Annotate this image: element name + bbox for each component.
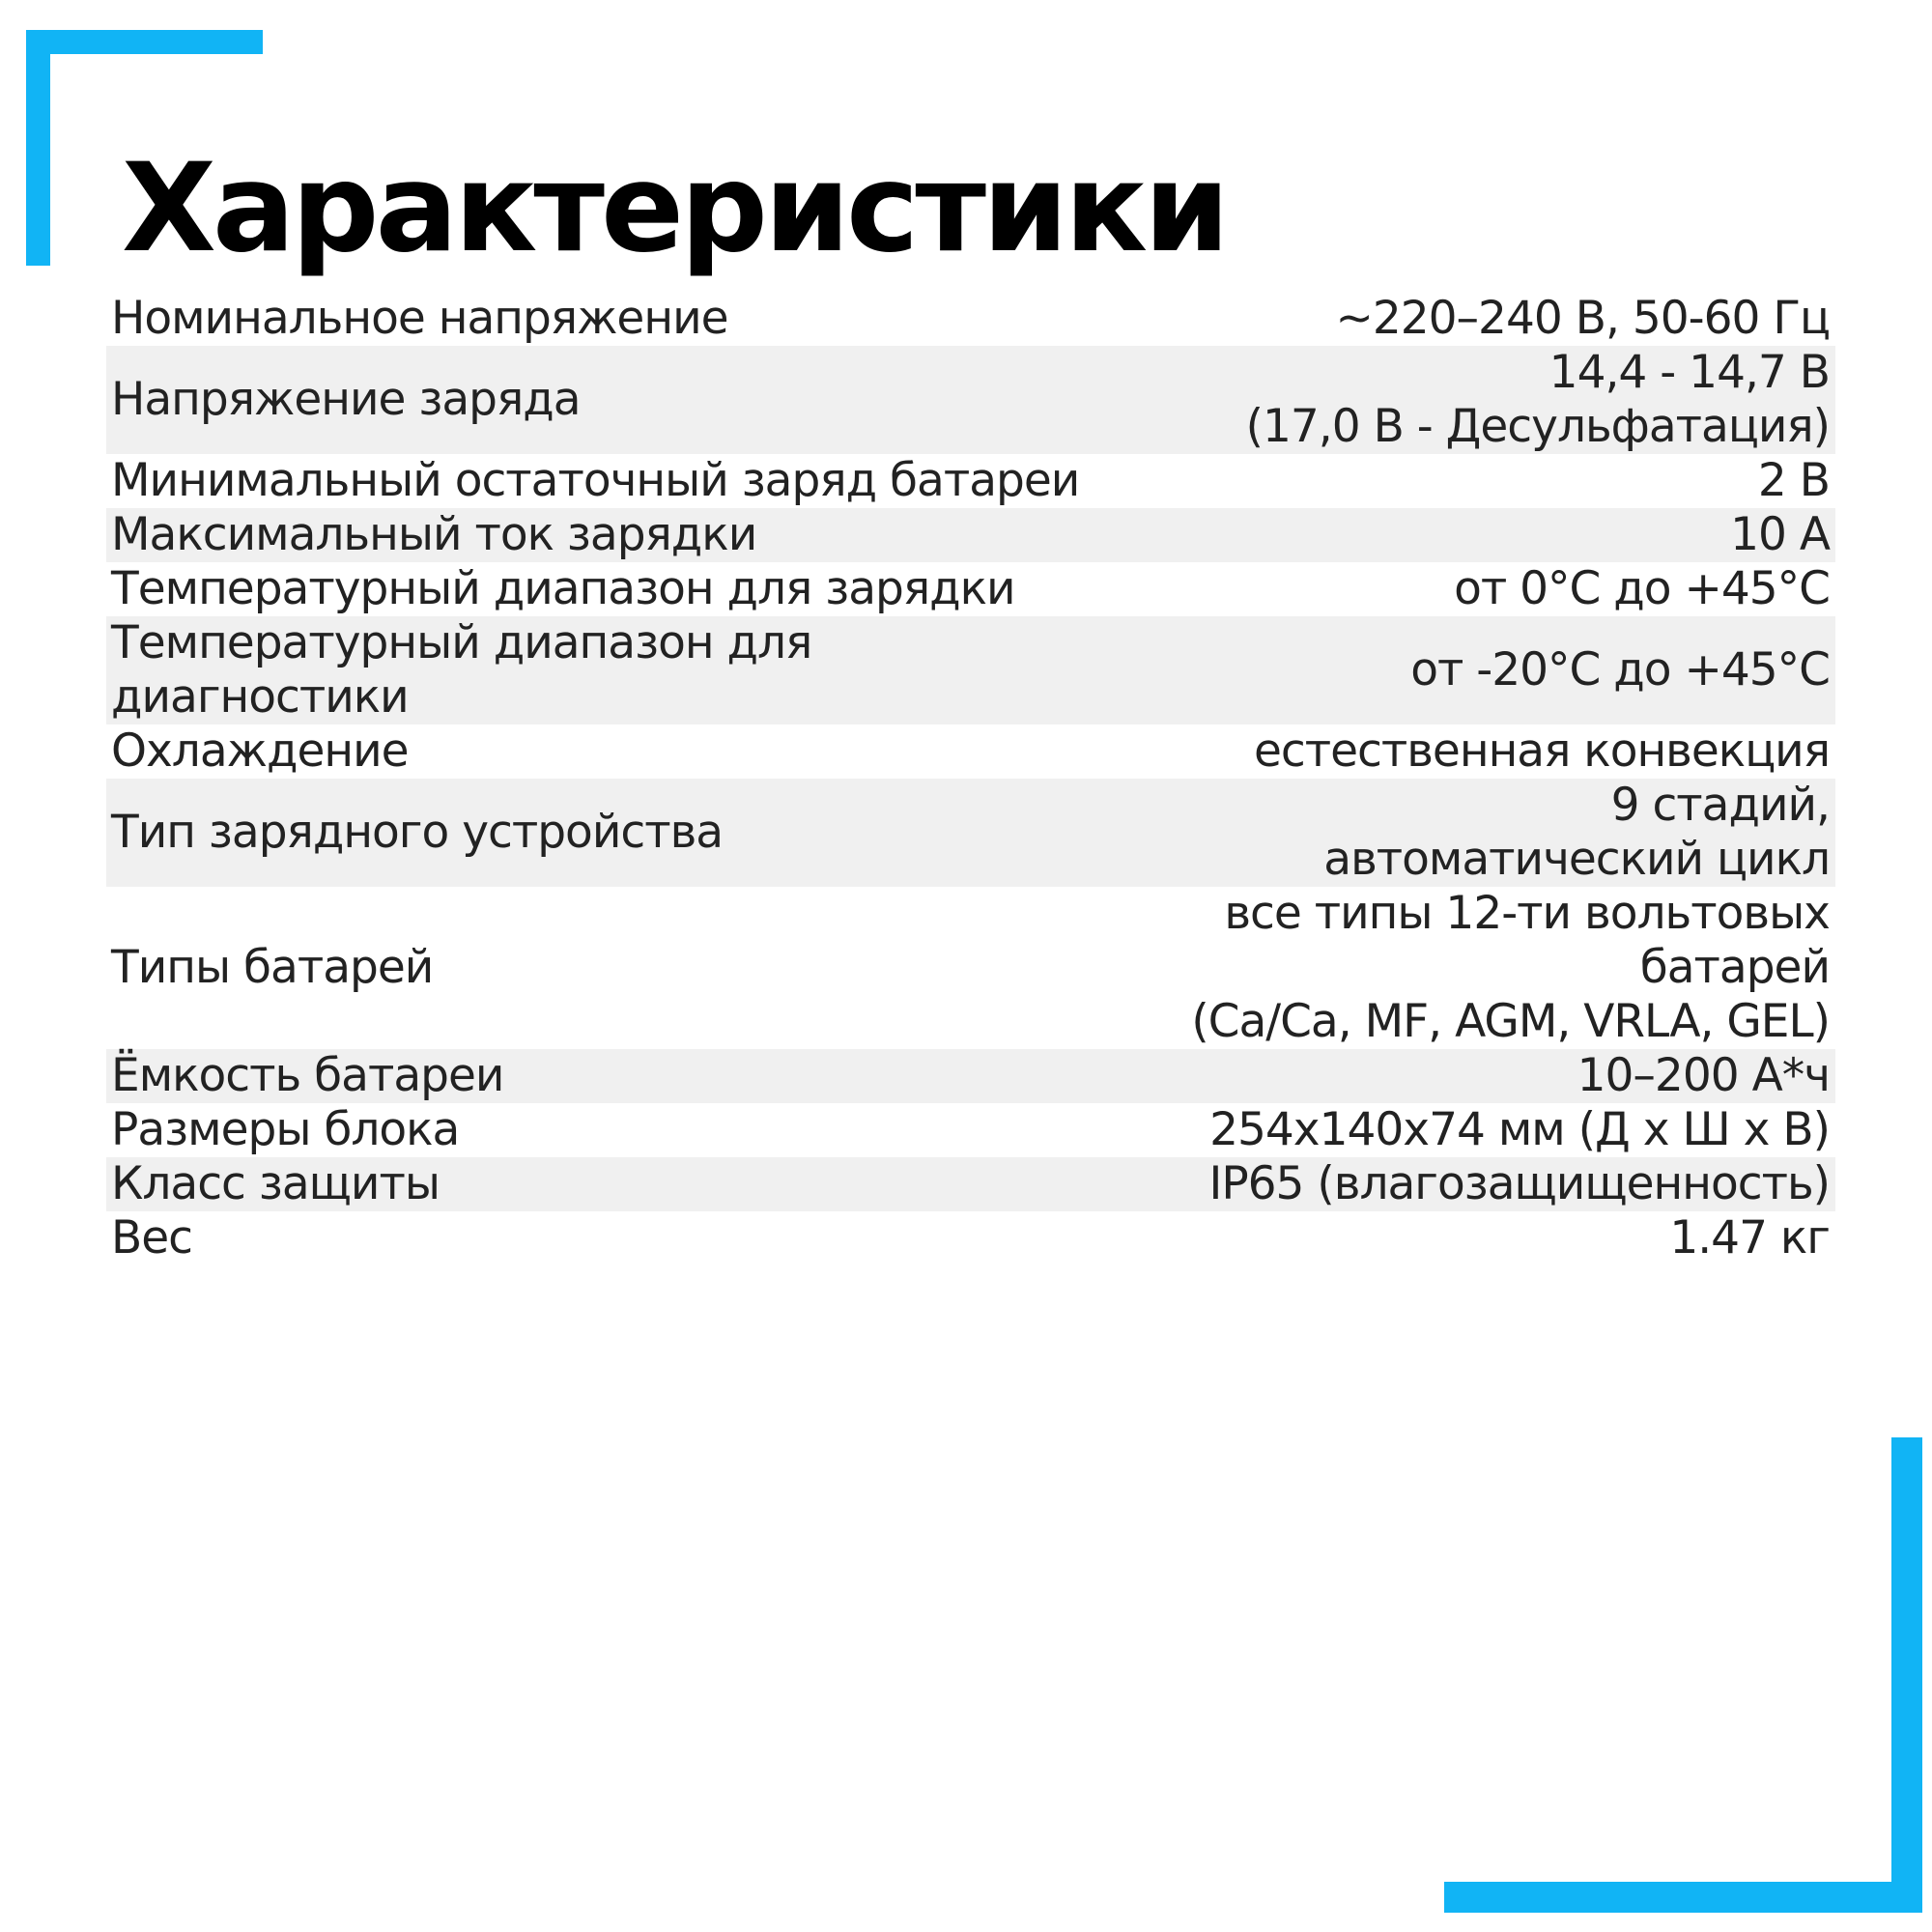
spec-label: Класс защиты xyxy=(111,1157,440,1210)
spec-value-line: IP65 (влагозащищенность) xyxy=(1208,1157,1830,1210)
spec-value-line: ~220–240 В, 50-60 Гц xyxy=(1335,292,1830,345)
spec-value xyxy=(1577,1049,1830,1103)
spec-label: Размеры блока xyxy=(111,1103,460,1156)
spec-label: Температурный диапазон для диагностики xyxy=(111,616,812,724)
spec-row xyxy=(106,779,1835,887)
page-title: Характеристики xyxy=(122,136,1227,279)
spec-row xyxy=(106,346,1835,454)
spec-value xyxy=(1335,292,1830,346)
spec-value-line: 9 стадий, xyxy=(1610,779,1830,832)
spec-row xyxy=(106,616,1835,724)
spec-value xyxy=(1758,454,1830,508)
corner-accent-bottom-right xyxy=(1444,1882,1922,1913)
spec-value xyxy=(1410,643,1830,697)
spec-value-line: от -20°С до +45°С xyxy=(1410,643,1830,696)
spec-row xyxy=(106,508,1835,562)
spec-row xyxy=(106,292,1835,346)
spec-label: Напряжение заряда xyxy=(111,373,581,426)
spec-row xyxy=(106,887,1835,1049)
spec-value xyxy=(1454,562,1830,616)
spec-label: Вес xyxy=(111,1211,193,1264)
spec-value-line: (17,0 В - Десульфатация) xyxy=(1245,400,1830,453)
spec-value-line: от 0°С до +45°С xyxy=(1454,562,1830,615)
spec-value-line: 10 А xyxy=(1730,508,1830,561)
spec-value xyxy=(1730,508,1830,562)
corner-accent-top-left xyxy=(26,30,263,54)
spec-label: Максимальный ток зарядки xyxy=(111,508,757,561)
spec-row xyxy=(106,724,1835,779)
spec-value xyxy=(1246,346,1830,454)
spec-row xyxy=(106,1211,1835,1265)
spec-value-line: все типы 12-ти вольтовых xyxy=(1224,887,1830,940)
spec-label: Температурный диапазон для зарядки xyxy=(111,562,1015,615)
spec-label: Тип зарядного устройства xyxy=(111,806,724,859)
corner-accent-bottom-right xyxy=(1891,1437,1922,1913)
spec-value xyxy=(1254,724,1830,779)
spec-value-line: 254х140х74 мм (Д х Ш х В) xyxy=(1209,1103,1830,1156)
spec-row xyxy=(106,1049,1835,1103)
spec-value xyxy=(1669,1211,1830,1265)
spec-row xyxy=(106,562,1835,616)
spec-value xyxy=(1208,1157,1830,1211)
spec-label: Типы батарей xyxy=(111,941,434,994)
corner-accent-top-left xyxy=(26,30,50,266)
spec-value-line: 14,4 - 14,7 В xyxy=(1548,346,1830,399)
spec-row xyxy=(106,1103,1835,1157)
spec-row xyxy=(106,1157,1835,1211)
spec-value xyxy=(1209,1103,1830,1157)
spec-label: Номинальное напряжение xyxy=(111,292,728,345)
spec-value-line: 2 В xyxy=(1757,454,1830,507)
spec-value xyxy=(1323,779,1830,887)
spec-value-line: 1.47 кг xyxy=(1669,1211,1830,1264)
spec-label: Охлаждение xyxy=(111,724,409,778)
spec-value-line: естественная конвекция xyxy=(1253,724,1830,778)
spec-value-line: 10–200 А*ч xyxy=(1577,1049,1830,1102)
spec-value-line: батарей xyxy=(1639,941,1830,994)
spec-table xyxy=(106,292,1835,1265)
spec-label: Минимальный остаточный заряд батареи xyxy=(111,454,1080,507)
spec-value xyxy=(1191,887,1830,1049)
spec-value-line: (Ca/Ca, MF, AGM, VRLA, GEL) xyxy=(1191,995,1830,1048)
spec-label: Ёмкость батареи xyxy=(111,1049,504,1102)
spec-value-line: автоматический цикл xyxy=(1323,833,1830,886)
spec-row xyxy=(106,454,1835,508)
